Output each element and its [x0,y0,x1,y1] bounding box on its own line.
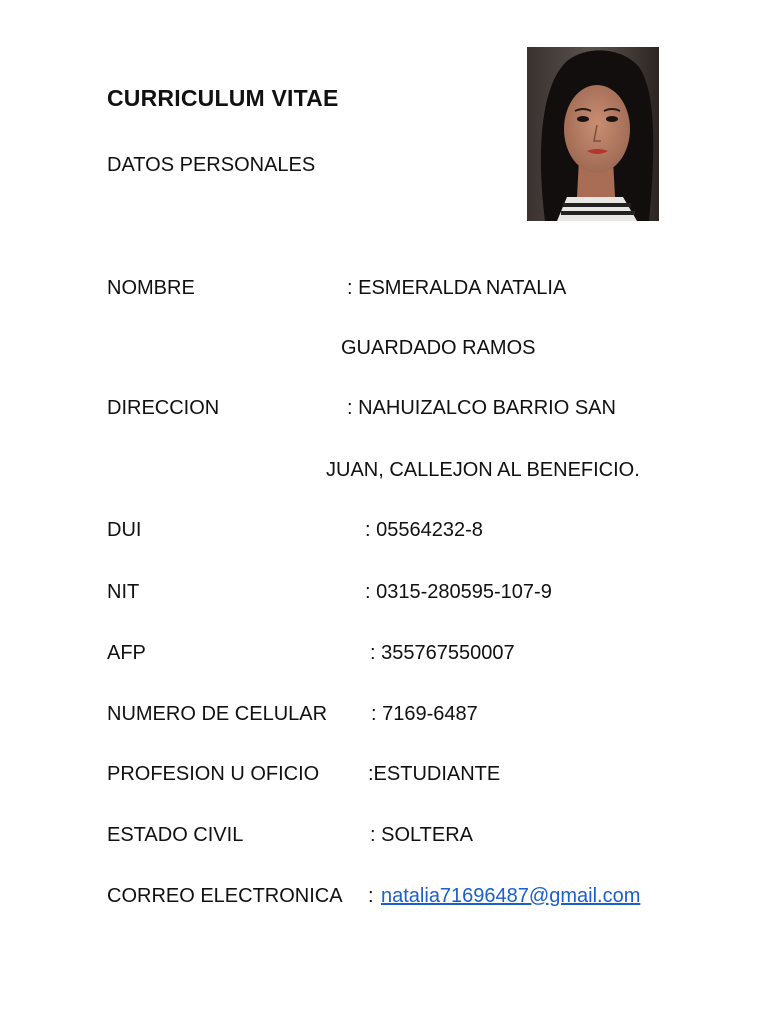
field-value-dui: : 05564232-8 [365,519,483,541]
page-title: CURRICULUM VITAE [107,85,339,111]
portrait-photo [527,47,659,221]
field-value-afp: : 355767550007 [370,642,515,664]
field-label-nombre: NOMBRE [107,277,195,299]
field-label-dui: DUI [107,519,142,541]
field-label-correo: CORREO ELECTRONICA [107,885,343,907]
field-label-direccion: DIRECCION [107,397,220,419]
field-value-estado-civil: : SOLTERA [370,824,473,846]
field-value-nombre: : ESMERALDA NATALIA [347,277,567,299]
portrait-image [527,47,659,221]
field-label-celular: NUMERO DE CELULAR [107,703,328,725]
field-separator-correo: : [368,885,374,907]
field-label-afp: AFP [107,642,146,664]
field-value-celular: : 7169-6487 [371,703,478,725]
field-value-profesion: :ESTUDIANTE [368,763,501,785]
field-label-profesion: PROFESION U OFICIO [107,763,320,785]
email-link[interactable]: natalia71696487@gmail.com [381,885,641,907]
section-heading: DATOS PERSONALES [107,154,316,176]
field-value-direccion: : NAHUIZALCO BARRIO SAN [347,397,616,419]
field-value-nit: : 0315-280595-107-9 [365,581,552,603]
field-label-nit: NIT [107,581,140,603]
field-value-direccion-line2: JUAN, CALLEJON AL BENEFICIO. [326,459,640,481]
field-value-nombre-line2: GUARDADO RAMOS [341,337,536,359]
field-label-estado-civil: ESTADO CIVIL [107,824,244,846]
